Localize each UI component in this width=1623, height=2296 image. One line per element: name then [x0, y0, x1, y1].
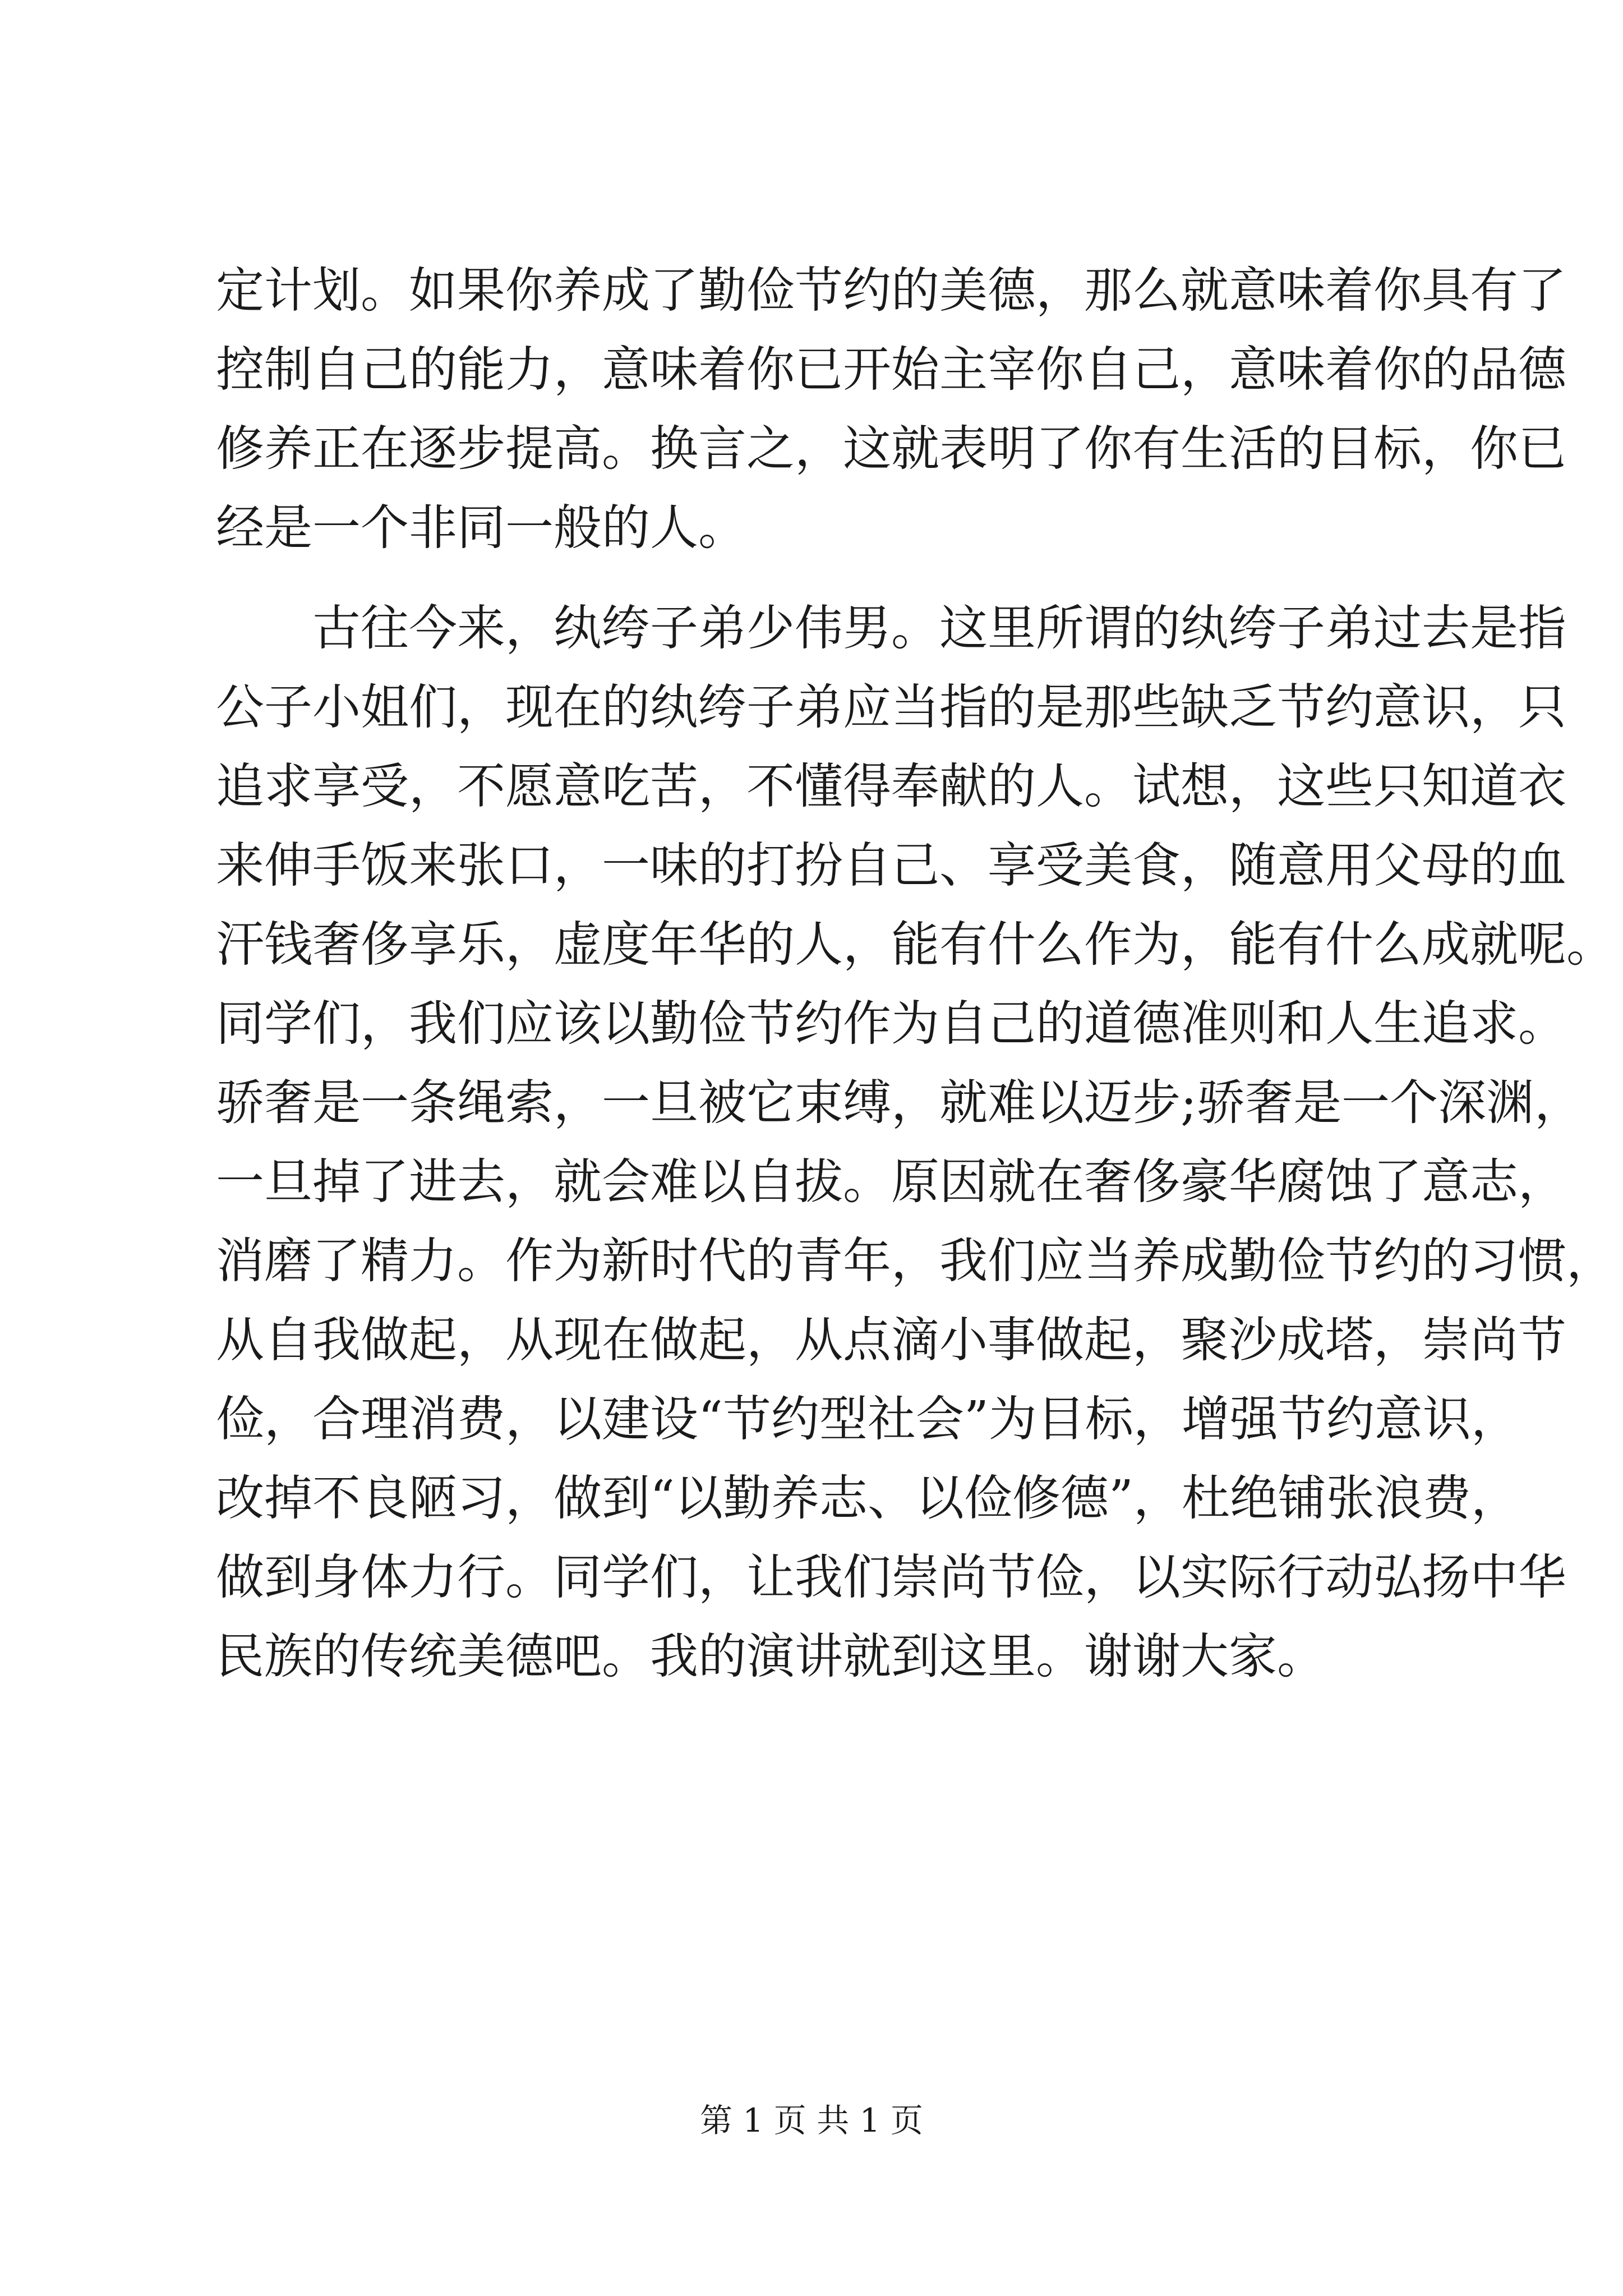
text-line: 修养正在逐步提高。换言之，这就表明了你有生活的目标，你已 [216, 421, 1566, 477]
text-line: 追求享受，不愿意吃苦，不懂得奉献的人。试想，这些只知道衣 [216, 758, 1566, 815]
text-line: 汗钱奢侈享乐，虚度年华的人，能有什么作为，能有什么成就呢。 [216, 917, 1615, 973]
page-footer [0, 2101, 1623, 2140]
page-number-label: 第 1 页 共 1 页 [700, 2101, 923, 2139]
text-line: 改掉不良陋习，做到“以勤养志、以俭修德”，杜绝铺张浪费， [216, 1470, 1519, 1526]
text-line: 做到身体力行。同学们，让我们崇尚节俭，以实际行动弘扬中华 [216, 1549, 1566, 1605]
text-line: 消磨了精力。作为新时代的青年，我们应当养成勤俭节约的习惯， [216, 1233, 1615, 1289]
text-line: 经是一个非同一般的人。 [216, 500, 746, 556]
body-text [216, 251, 1615, 1696]
text-line: 定计划。如果你养成了勤俭节约的美德，那么就意味着你具有了 [216, 263, 1566, 319]
text-line: 从自我做起，从现在做起，从点滴小事做起，聚沙成塔，崇尚节 [216, 1312, 1566, 1368]
text-line: 公子小姐们，现在的纨绔子弟应当指的是那些缺乏节约意识，只 [216, 679, 1566, 735]
text-line: 同学们，我们应该以勤俭节约作为自己的道德准则和人生追求。 [216, 996, 1566, 1052]
text-line: 古往今来，纨绔子弟少伟男。这里所谓的纨绔子弟过去是指 [312, 600, 1566, 656]
text-line: 骄奢是一条绳索，一旦被它束缚，就难以迈步;骄奢是一个深渊， [216, 1075, 1583, 1131]
text-line: 民族的传统美德吧。我的演讲就到这里。谢谢大家。 [216, 1628, 1325, 1685]
text-line: 俭，合理消费，以建设“节约型社会”为目标，增强节约意识， [216, 1391, 1519, 1447]
paragraph-gap [216, 568, 1422, 589]
text-line: 控制自己的能力，意味着你已开始主宰你自己，意味着你的品德 [216, 342, 1566, 398]
text-line: 一旦掉了进去，就会难以自拔。原因就在奢侈豪华腐蚀了意志， [216, 1154, 1566, 1210]
text-line: 来伸手饭来张口，一味的打扮自己、享受美食，随意用父母的血 [216, 838, 1566, 894]
